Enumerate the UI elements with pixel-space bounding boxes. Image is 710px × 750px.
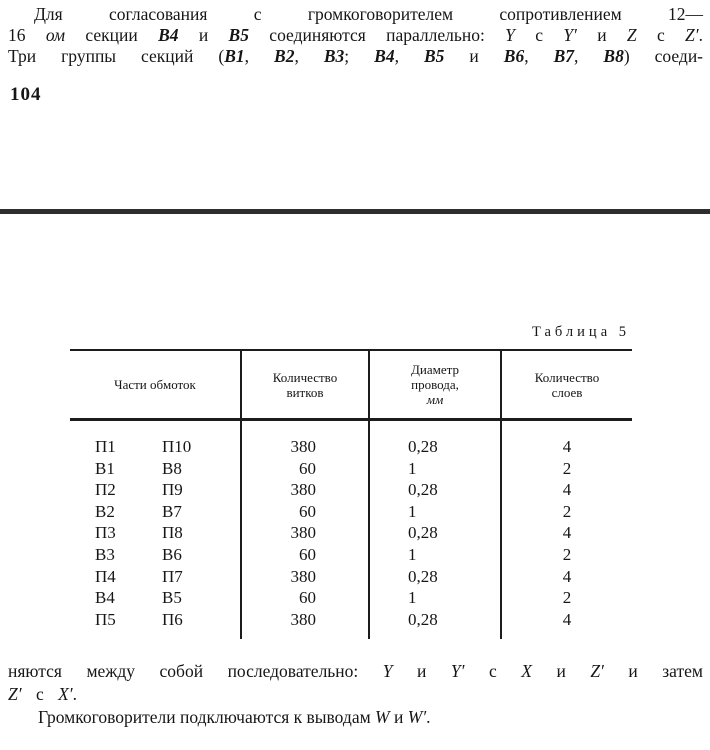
table-row [70,479,632,501]
top-paragraph [0,0,710,67]
cell-parts: В3 В6 [70,544,242,566]
cell-diameter: 1 [370,458,502,480]
page-number: 104 [10,84,42,105]
header-cell-layers: Количество слоев [534,369,600,400]
table-row [70,501,632,523]
cell-layers: 4 [562,609,572,629]
table-tail-row [70,630,632,639]
cell-parts: П1 П10 [70,436,242,458]
section-divider [0,209,710,214]
cell-layers: 4 [562,566,572,586]
windings-table [70,349,632,639]
cell-turns: 380 [242,479,370,501]
cell-turns: 60 [242,587,370,609]
cell-diameter: 1 [370,501,502,523]
cell-parts: П2 П9 [70,479,242,501]
cell-turns: 380 [242,609,370,631]
table-row [70,544,632,566]
cell-layers: 2 [562,588,572,608]
cell-layers: 2 [562,458,572,478]
header-cell-diameter: Диаметр провода, мм [370,351,502,418]
cell-turns: 380 [242,566,370,588]
cell-parts: В1 В8 [70,458,242,480]
cell-parts: П4 П7 [70,566,242,588]
paragraph-line: няются между собой последовательно: Y и Y′ с X и Z′ и затем [8,661,703,682]
cell-diameter: 0,28 [370,436,502,458]
table-spacer-row [70,421,632,436]
cell-layers: 2 [562,501,572,521]
paragraph-line: Для согласования с громкоговорителем сопротивлением 12— [34,4,703,24]
cell-layers: 4 [562,480,572,500]
cell-layers: 2 [562,544,572,564]
cell-turns: 380 [242,436,370,458]
cell-parts: В4 В5 [70,587,242,609]
cell-diameter: 1 [370,544,502,566]
cell-parts: П5 П6 [70,609,242,631]
paragraph-line: Три группы секций (В1, В2, В3; В4, В5 и В6, В7, В8) соеди- [8,46,704,66]
cell-turns: 60 [242,544,370,566]
paragraph-line: Громкоговорители подключаются к выводам W и W′. [38,707,431,728]
table-row [70,458,632,480]
table-row [70,436,632,458]
cell-layers: 4 [562,437,572,456]
table-row [70,522,632,544]
cell-parts: В2 В7 [70,501,242,523]
bottom-paragraph [0,660,710,729]
cell-turns: 60 [242,501,370,523]
cell-parts: П3 П8 [70,522,242,544]
header-cell-parts: Части обмоток [70,351,242,418]
table-row [70,587,632,609]
table-body [70,421,632,639]
table-header-row [70,351,632,421]
header-cell-turns: Количество витков [242,351,370,418]
cell-turns: 60 [242,458,370,480]
cell-layers: 4 [562,523,572,543]
cell-diameter: 1 [370,587,502,609]
cell-turns: 380 [242,522,370,544]
cell-diameter: 0,28 [370,609,502,631]
table-row [70,609,632,631]
cell-diameter: 0,28 [370,566,502,588]
cell-diameter: 0,28 [370,522,502,544]
paragraph-line: Z′ с X′. [8,684,77,705]
table-title: Таблица 5 [531,324,630,340]
paragraph-line: 16 ом секции В4 и В5 соединяются параллельно: Y с Y′ и Z с Z′. [8,25,703,45]
table-row [70,566,632,588]
cell-diameter: 0,28 [370,479,502,501]
